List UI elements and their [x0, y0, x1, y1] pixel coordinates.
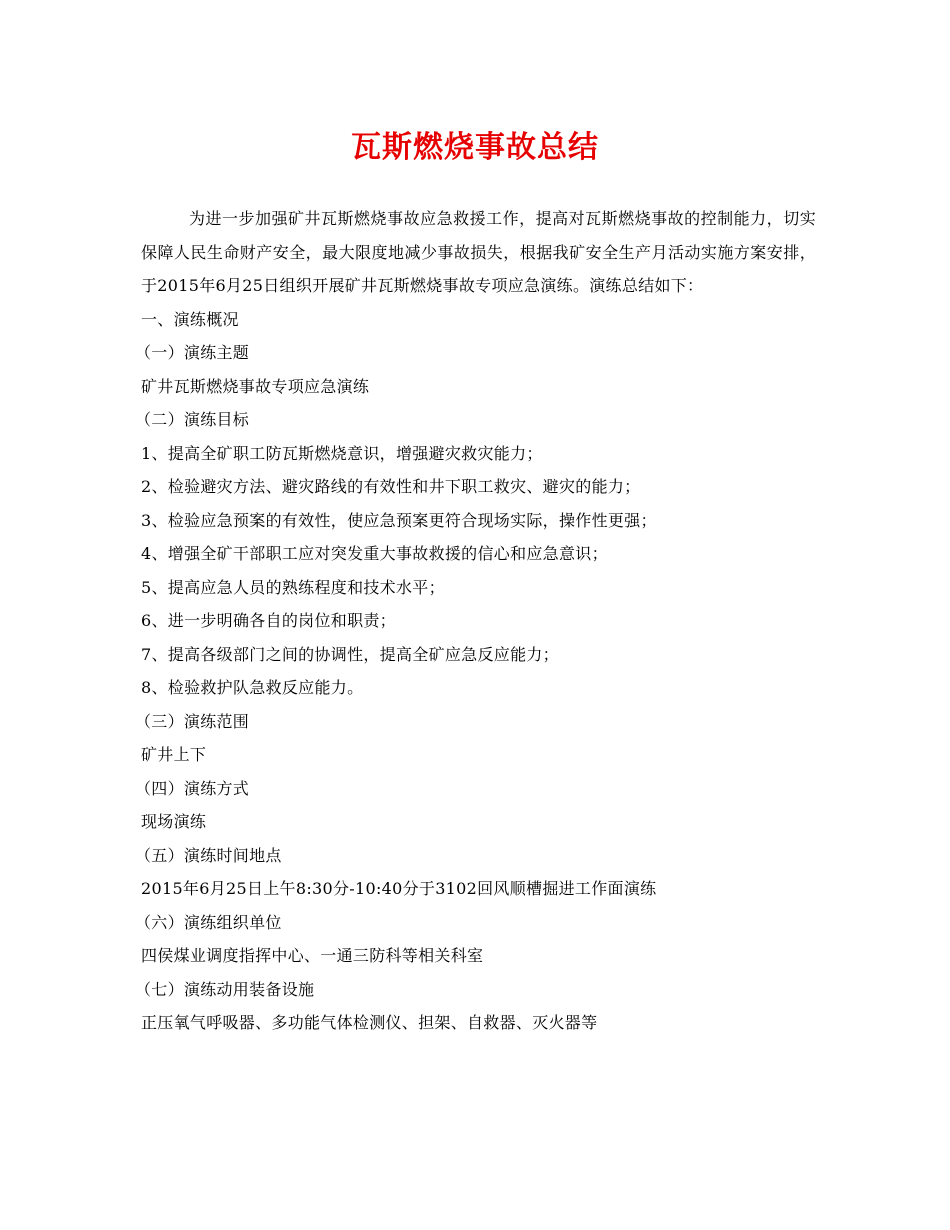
subheading-organizer: （六）演练组织单位	[135, 912, 282, 932]
time-place-text: 2015年6月25日上午8:30分-10:40分于3102回风顺槽掘进工作面演练	[141, 879, 657, 898]
subheading-theme: （一）演练主题	[135, 343, 250, 362]
goal-item: 8、检验救护队急救反应能力。	[141, 678, 364, 697]
method-text: 现场演练	[141, 812, 207, 831]
subheading-time-place: （五）演练时间地点	[135, 845, 282, 865]
scope-text: 矿井上下	[141, 745, 207, 764]
subheading-goals: （二）演练目标	[135, 410, 250, 429]
intro-paragraph: 为进一步加强矿井瓦斯燃烧事故应急救援工作，提高对瓦斯燃烧事故的控制能力，切实保障人民生命财产安全，最大限度地减少事故损失，根据我矿安全生产月活动实施方案安排，于2015年6月25日组织开展矿井瓦斯燃烧事故专项应急演练。演练总结如下：	[141, 209, 816, 295]
organizer-text: 四侯煤业调度指挥中心、一通三防科等相关科室	[141, 946, 484, 965]
goal-item: 3、检验应急预案的有效性，使应急预案更符合现场实际，操作性更强；	[141, 510, 657, 530]
subheading-scope: （三）演练范围	[135, 711, 250, 731]
goal-item: 2、检验避灾方法、避灾路线的有效性和井下职工救灾、避灾的能力；	[141, 477, 641, 496]
goal-item: 7、提高各级部门之间的协调性，提高全矿应急反应能力；	[141, 644, 559, 664]
document-title: 瓦斯燃烧事故总结	[351, 130, 599, 165]
goal-item: 1、提高全矿职工防瓦斯燃烧意识，增强避灾救灾能力；	[141, 443, 543, 463]
goal-item: 6、进一步明确各自的岗位和职责；	[141, 611, 396, 630]
equipment-text: 正压氧气呼吸器、多功能气体检测仪、担架、自救器、灭火器等	[141, 1013, 598, 1032]
document-body	[135, 202, 816, 1040]
goal-item: 4、增强全矿干部职工应对突发重大事故救援的信心和应急意识；	[141, 544, 608, 563]
subheading-equipment: （七）演练动用装备设施	[135, 979, 315, 999]
section-heading-overview: 一、演练概况	[141, 309, 239, 329]
theme-text: 矿井瓦斯燃烧事故专项应急演练	[141, 376, 370, 396]
subheading-method: （四）演练方式	[135, 778, 250, 798]
goal-item: 5、提高应急人员的熟练程度和技术水平；	[141, 577, 445, 597]
